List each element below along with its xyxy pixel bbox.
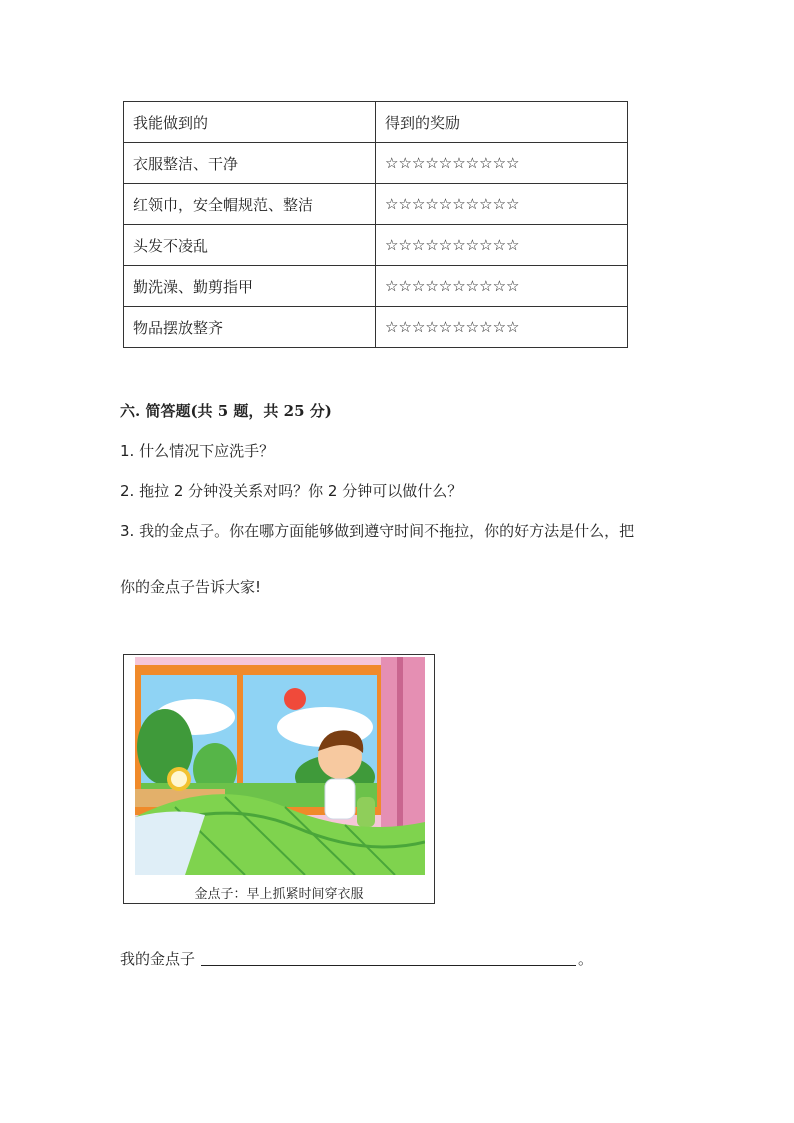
star-rating: ☆☆☆☆☆☆☆☆☆☆ xyxy=(376,143,628,184)
header-cell: 得到的奖励 xyxy=(376,102,628,143)
star-rating: ☆☆☆☆☆☆☆☆☆☆ xyxy=(376,307,628,348)
figure-caption: 金点子：早上抓紧时间穿衣服 xyxy=(194,887,364,902)
header-cell: 我能做到的 xyxy=(124,102,376,143)
illustration-figure xyxy=(123,654,435,904)
answer-end-mark: 。 xyxy=(578,950,594,968)
reward-table xyxy=(123,101,628,348)
question-2: 2. 拖拉 2 分钟没关系对吗？你 2 分钟可以做什么？ xyxy=(120,482,463,500)
table-cell-item: 衣服整洁、干净 xyxy=(124,143,376,184)
table-cell-item: 红领巾，安全帽规范、整洁 xyxy=(124,184,376,225)
table-header-row xyxy=(124,102,628,143)
table-row xyxy=(124,225,628,266)
star-rating: ☆☆☆☆☆☆☆☆☆☆ xyxy=(376,184,628,225)
table-row xyxy=(124,143,628,184)
table-cell-item: 头发不凌乱 xyxy=(124,225,376,266)
table-row xyxy=(124,307,628,348)
table-row xyxy=(124,266,628,307)
table-cell-item: 物品摆放整齐 xyxy=(124,307,376,348)
table-cell-item: 勤洗澡、勤剪指甲 xyxy=(124,266,376,307)
answer-label: 我的金点子 xyxy=(120,950,196,968)
question-3: 3. 我的金点子。你在哪方面能够做到遵守时间不拖拉，你的好方法是什么，把 xyxy=(120,522,635,540)
section-title: 六. 简答题(共 5 题，共 25 分) xyxy=(120,402,332,420)
table-row xyxy=(124,184,628,225)
boy-dressing-illustration xyxy=(135,657,425,875)
question-1: 1. 什么情况下应洗手？ xyxy=(120,442,275,460)
answer-blank-line[interactable] xyxy=(201,965,576,966)
star-rating: ☆☆☆☆☆☆☆☆☆☆ xyxy=(376,225,628,266)
question-3-continued: 你的金点子告诉大家! xyxy=(120,578,262,596)
star-rating: ☆☆☆☆☆☆☆☆☆☆ xyxy=(376,266,628,307)
